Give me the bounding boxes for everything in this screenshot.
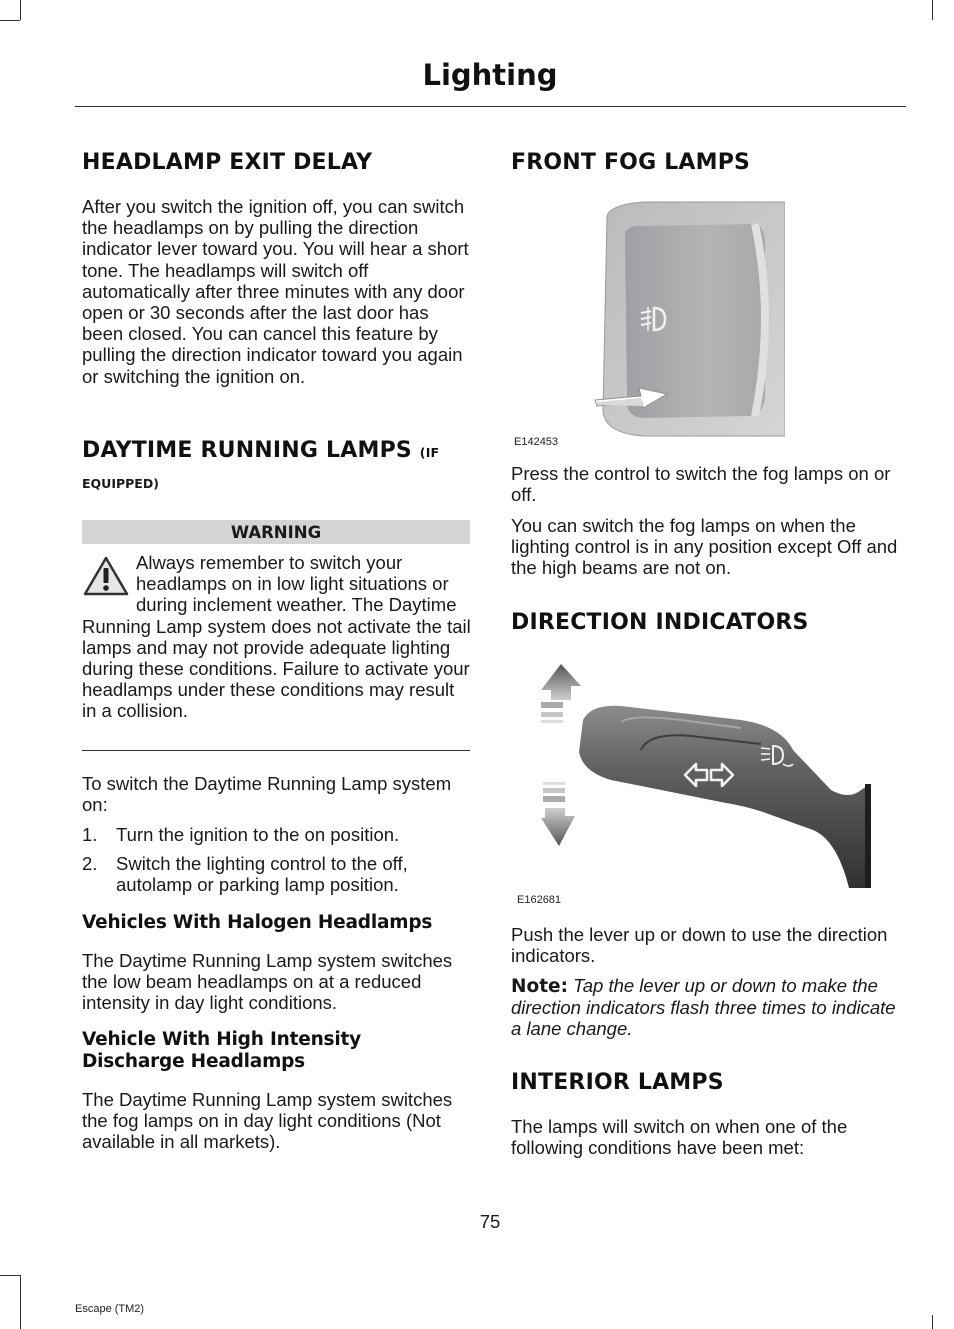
warning-label: WARNING xyxy=(82,520,470,544)
hid-headlamps-text: The Daytime Running Lamp system switches the fog lamps on in day light conditions (Not available in all markets). xyxy=(82,1089,453,1153)
drl-heading-suffix: (IF xyxy=(419,445,440,460)
note-label: Note: xyxy=(511,976,568,997)
title-divider xyxy=(75,106,906,107)
crop-mark xyxy=(932,0,933,20)
direction-figure-caption: E162681 xyxy=(517,894,562,906)
warning-box xyxy=(82,552,472,722)
step-text: Turn the ignition to the on position. xyxy=(116,824,400,845)
press-arrow-icon xyxy=(591,378,671,414)
fog-lamps-text-2: You can switch the fog lamps on when the lighting control is in any position except Off and the high beams are not on. xyxy=(511,515,898,579)
drl-intro-text: To switch the Daytime Running Lamp system on: xyxy=(82,773,452,816)
warning-text: Always remember to switch your headlamps on in low light situations or during inclement weather. The Daytime Running Lamp system does not activate the tail lamps and may not provide adequate lighting during these conditions. Failure to activate your headlamps under these conditions may result in a collision. xyxy=(82,552,471,722)
interior-lamps-text: The lamps will switch on when one of the following conditions have been met: xyxy=(511,1116,848,1159)
warning-triangle-icon xyxy=(82,554,132,600)
footer-model: Escape (TM2) xyxy=(75,1303,145,1315)
headlamp-symbol-icon xyxy=(757,738,797,772)
fog-figure-caption: E142453 xyxy=(514,436,559,448)
headlamp-exit-delay-text: After you switch the ignition off, you can switch the headlamps on by pulling the direction indicator lever toward you. You will hear a short tone. The headlamps will switch off automatically after three minutes with any door open or 30 seconds after the last door has been closed. You can cancel this feature by pulling the direction indicator toward you again or switching the ignition on. xyxy=(82,196,469,387)
step-number: 2. xyxy=(82,853,98,875)
drl-steps-list xyxy=(82,824,472,896)
direction-indicators-note xyxy=(511,975,903,1040)
headlamp-exit-delay-heading: HEADLAMP EXIT DELAY xyxy=(82,150,373,175)
step-number: 1. xyxy=(82,824,98,845)
page-number: 75 xyxy=(479,1211,501,1232)
drl-heading-suffix-2: EQUIPPED) xyxy=(82,476,159,491)
hid-headlamps-heading: Vehicle With High Intensity Discharge Headlamps xyxy=(82,1029,362,1072)
interior-lamps-heading: INTERIOR LAMPS xyxy=(511,1070,724,1095)
crop-mark xyxy=(0,1275,20,1276)
crop-mark xyxy=(932,1315,933,1329)
fog-lamp-icon xyxy=(639,305,669,333)
crop-mark xyxy=(20,1275,21,1329)
crop-mark xyxy=(0,20,20,21)
direction-indicators-heading: DIRECTION INDICATORS xyxy=(511,610,809,635)
daytime-running-lamps-heading xyxy=(82,438,439,463)
warning-divider xyxy=(82,750,470,751)
list-item xyxy=(82,824,472,845)
halogen-headlamps-text: The Daytime Running Lamp system switches the low beam headlamps on at a reduced intensity in day light conditions. xyxy=(82,950,453,1014)
turn-arrows-icon xyxy=(683,760,735,790)
direction-indicators-text: Push the lever up or down to use the direction indicators. xyxy=(511,924,888,967)
list-item xyxy=(82,853,472,895)
halogen-headlamps-heading: Vehicles With Halogen Headlamps xyxy=(82,912,433,933)
drl-heading-text: DAYTIME RUNNING LAMPS xyxy=(82,438,412,463)
crop-mark xyxy=(20,0,21,20)
front-fog-lamps-heading: FRONT FOG LAMPS xyxy=(511,150,751,175)
page-title: Lighting xyxy=(422,58,558,92)
fog-lamps-text-1: Press the control to switch the fog lamps on or off. xyxy=(511,463,891,506)
note-text: Tap the lever up or down to make the direction indicators flash three times to indicate a lane change. xyxy=(511,975,896,1040)
step-text: Switch the lighting control to the off, autolamp or parking lamp position. xyxy=(116,853,408,896)
